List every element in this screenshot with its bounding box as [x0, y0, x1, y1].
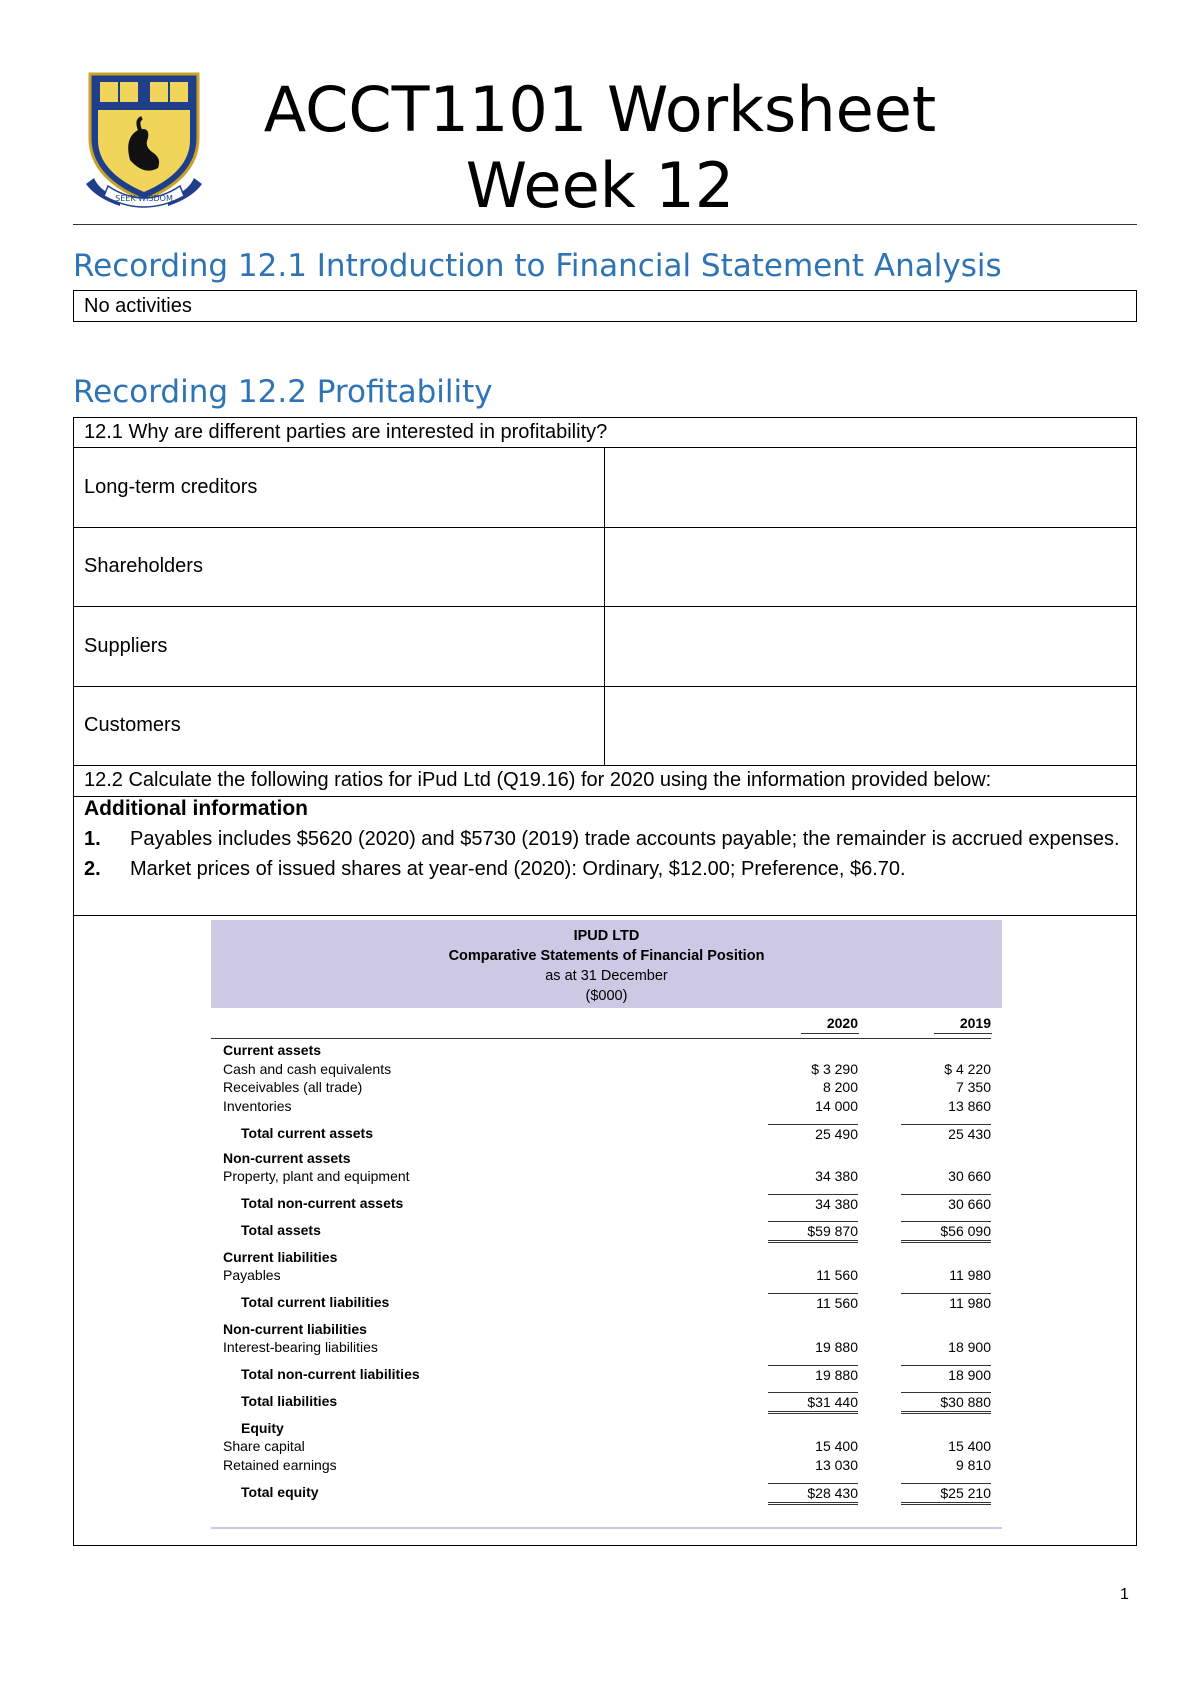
statement-value-v2019: 30 660 [948, 1168, 991, 1184]
statement-row-label: Share capital [223, 1438, 305, 1454]
statement-row-label: Property, plant and equipment [223, 1168, 410, 1184]
statement-value-v2019: 15 400 [948, 1438, 991, 1454]
list-item: 2. Market prices of issued shares at year-end (2020): Ordinary, $12.00; Preference, $6.70. [84, 858, 906, 880]
question-12-1-text: 12.1 Why are different parties are interested in profitability? [84, 421, 608, 443]
statement-row-label: Total equity [241, 1484, 319, 1500]
year-header-2020: 2020 [826, 1015, 858, 1031]
party-label: Shareholders [84, 555, 203, 577]
statement-row-label: Current assets [223, 1042, 322, 1058]
statement-value-v2020: 19 880 [768, 1365, 858, 1384]
party-row [74, 448, 1136, 528]
answer-cell[interactable] [604, 687, 1136, 765]
statement-value-v2020: $28 430 [768, 1483, 858, 1505]
statement-value-v2019: 9 810 [955, 1457, 991, 1473]
title-divider [73, 224, 1137, 225]
statement-row-label: Total non-current assets [241, 1195, 404, 1211]
additional-info-heading: Additional information [84, 797, 308, 820]
statement-row-label: Non-current liabilities [223, 1321, 367, 1337]
statement-value-v2020: 15 400 [815, 1438, 858, 1454]
statement-value-v2020: $59 870 [768, 1221, 858, 1243]
statement-row-label: Total assets [241, 1222, 321, 1238]
party-row [74, 528, 1136, 607]
statement-value-v2020: 34 380 [768, 1194, 858, 1213]
additional-info-divider [74, 915, 1136, 916]
party-row [74, 687, 1136, 766]
statement-value-v2019: $30 880 [901, 1392, 991, 1414]
statement-value-v2020: 11 560 [816, 1267, 858, 1283]
year-underline [801, 1033, 859, 1034]
no-activities-box [73, 290, 1137, 322]
question-12-2-row [74, 766, 1136, 797]
statement-header-rule [211, 1038, 991, 1039]
no-activities-text: No activities [84, 295, 192, 317]
statement-row-label: Total current assets [241, 1125, 374, 1141]
statement-date: as at 31 December [545, 968, 668, 984]
question-12-2-text: 12.2 Calculate the following ratios for iPud Ltd (Q19.16) for 2020 using the information provided below: [84, 769, 992, 791]
statement-value-v2020: 11 560 [768, 1293, 858, 1312]
additional-information [84, 794, 1122, 884]
statement-value-v2019: 11 980 [901, 1293, 991, 1312]
statement-row-label: Receivables (all trade) [223, 1079, 363, 1095]
statement-units: ($000) [585, 988, 628, 1004]
statement-value-v2019: 13 860 [948, 1098, 991, 1114]
statement-row-label: Total current liabilities [241, 1294, 390, 1310]
statement-value-v2019: 30 660 [901, 1194, 991, 1213]
statement-value-v2019: 18 900 [948, 1339, 991, 1355]
statement-value-v2019: $25 210 [901, 1483, 991, 1505]
page-number: 1 [1120, 1586, 1129, 1603]
statement-value-v2020: 14 000 [815, 1098, 858, 1114]
statement-row-label: Retained earnings [223, 1457, 337, 1473]
statement-row-label: Non-current assets [223, 1150, 351, 1166]
statement-value-v2020: $31 440 [768, 1392, 858, 1414]
statement-value-v2020: 13 030 [815, 1457, 858, 1473]
statement-value-v2019: 7 350 [955, 1079, 991, 1095]
statement-row-label: Inventories [223, 1098, 292, 1114]
statement-row-label: Payables [223, 1267, 281, 1283]
university-crest-icon [80, 68, 208, 208]
statement-row-label: Equity [241, 1420, 284, 1436]
additional-info-list [84, 824, 1122, 884]
statement-value-v2019: 18 900 [901, 1365, 991, 1384]
answer-cell[interactable] [604, 448, 1136, 527]
title-line-2: Week 12 [465, 149, 735, 222]
answer-cell[interactable] [604, 607, 1136, 686]
statement-value-v2020: 25 490 [768, 1124, 858, 1143]
page-title [220, 72, 980, 224]
column-divider [604, 448, 605, 766]
title-line-1: ACCT1101 Worksheet [263, 73, 937, 146]
statement-header [211, 920, 1002, 1008]
statement-value-v2020: 34 380 [815, 1168, 858, 1184]
answer-cell[interactable] [604, 528, 1136, 606]
question-12-1-row [74, 418, 1136, 448]
party-label: Suppliers [84, 635, 168, 657]
statement-value-v2020: $ 3 290 [811, 1061, 858, 1077]
year-underline [934, 1033, 992, 1034]
statement-row-label: Current liabilities [223, 1249, 338, 1265]
party-label: Customers [84, 714, 181, 736]
statement-row-label: Total non-current liabilities [241, 1366, 420, 1382]
statement-row-label: Interest-bearing liabilities [223, 1339, 378, 1355]
statement-row-label: Total liabilities [241, 1393, 338, 1409]
statement-bottom-rule [211, 1527, 1002, 1529]
statement-value-v2020: 19 880 [815, 1339, 858, 1355]
party-label: Long-term creditors [84, 476, 258, 498]
statement-title: Comparative Statements of Financial Position [448, 948, 765, 964]
statement-row-label: Cash and cash equivalents [223, 1061, 392, 1077]
statement-value-v2019: 11 980 [949, 1267, 991, 1283]
list-item: 1. Payables includes $5620 (2020) and $5730 (2019) trade accounts payable; the remainder is accrued expenses. [84, 828, 1120, 850]
statement-company: IPUD LTD [573, 928, 640, 944]
statement-value-v2019: 25 430 [901, 1124, 991, 1143]
financial-statement [211, 920, 1002, 1535]
section-2-heading: Recording 12.2 Profitability [73, 374, 493, 410]
party-row [74, 607, 1136, 687]
section-1-heading: Recording 12.1 Introduction to Financial Statement Analysis [73, 248, 1002, 284]
statement-value-v2019: $56 090 [901, 1221, 991, 1243]
year-header-2019: 2019 [959, 1015, 991, 1031]
statement-value-v2019: $ 4 220 [944, 1061, 991, 1077]
svg-text:SEEK WISDOM: SEEK WISDOM [115, 194, 173, 203]
statement-value-v2020: 8 200 [822, 1079, 858, 1095]
